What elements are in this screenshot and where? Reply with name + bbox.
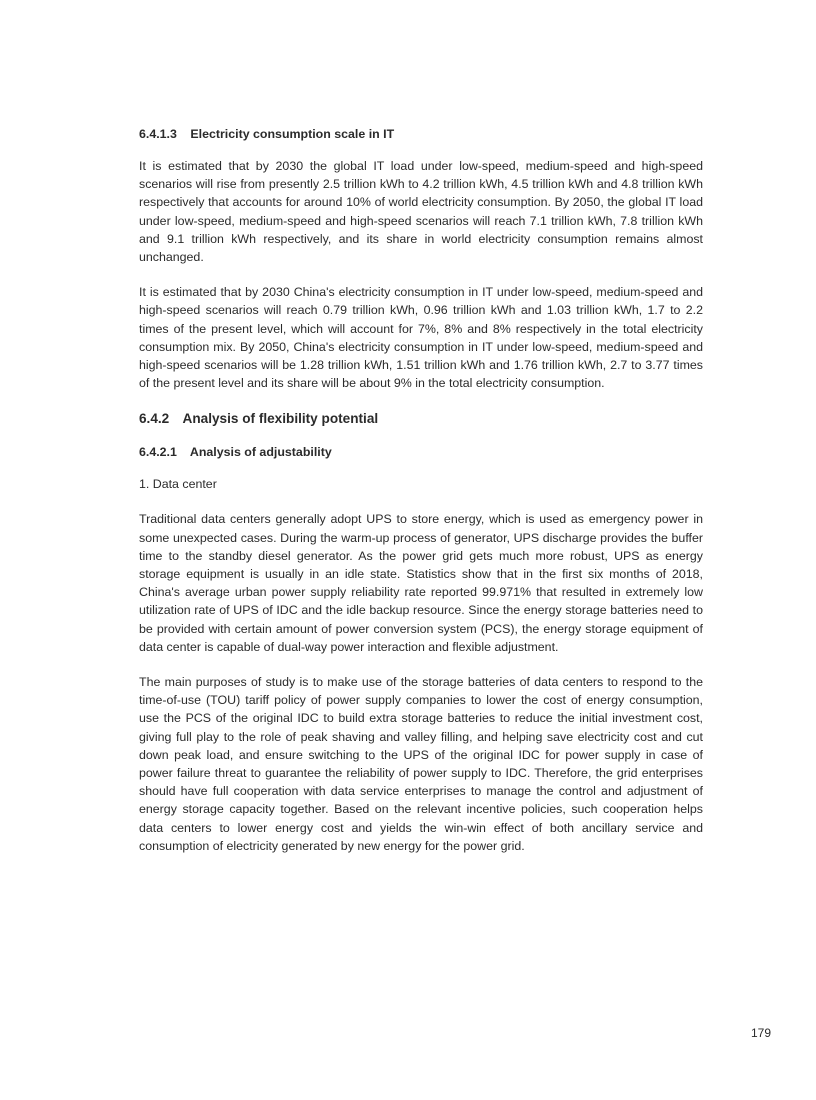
list-item-data-center: 1. Data center [139,477,217,492]
section-heading-6-4-2 [139,409,703,429]
section-number: 6.4.2.1 [139,445,177,460]
section-title: Analysis of adjustability [189,445,332,460]
paragraph-china-it-consumption: It is estimated that by 2030 China's electricity consumption in IT under low-speed, medium-speed and high-speed scenarios will reach 0.79 trillion kWh, 0.96 trillion kWh and 1.03 trillion kWh, 1.7 to 2.2 times of the present level, which will account for 7%, 8% and 8% respectively in the total electricity consumption mix. By 2050, China's electricity consumption in IT under low-speed, medium-speed and high-speed scenarios will be 1.28 trillion kWh, 1.51 trillion kWh and 1.76 trillion kWh, 2.7 to 3.77 times of the present level and its share will be about 9% in the total electricity consumption. [139,285,703,391]
section-number: 6.4.2 [139,411,170,427]
paragraph-global-it-load: It is estimated that by 2030 the global IT load under low-speed, medium-speed and high-speed scenarios will rise from presently 2.5 trillion kWh to 4.2 trillion kWh, 4.5 trillion kWh and 4.8 trillion kWh respectively that accounts for around 10% of world electricity consumption. By 2050, the global IT load under low-speed, medium-speed and high-speed scenarios will reach 7.1 trillion kWh, 7.8 trillion kWh and 9.1 trillion kWh respectively, and its share in world electricity consumption remains almost unchanged. [139,159,703,265]
page-number: 179 [750,1026,771,1040]
section-heading-6-4-2-1 [139,443,703,461]
section-heading-6-4-1-3 [139,125,703,143]
section-number: 6.4.1.3 [139,127,177,141]
paragraph-study-purposes: The main purposes of study is to make use of the storage batteries of data centers to respond to the time-of-use (TOU) tariff policy of power supply companies to lower the cost of energy consumption, use the PCS of the original IDC to build extra storage batteries to reduce the initial investment cost, giving full play to the role of peak shaving and valley filling, and helping save electricity cost and cut down peak load, and ensure switching to the UPS of the original IDC for power supply in case of power failure threat to guarantee the reliability of power supply to IDC. Therefore, the grid enterprises should have full cooperation with data service enterprises to manage the control and adjustment of energy storage capacity together. Based on the relevant incentive policies, such cooperation helps data centers to lower energy cost and yields the win-win effect of both ancillary service and consumption of electricity generated by new energy for the power grid. [139,675,703,853]
section-title: Analysis of flexibility potential [182,411,379,427]
page-content [139,125,703,872]
section-title: Electricity consumption scale in IT [190,127,395,141]
paragraph-ups-storage: Traditional data centers generally adopt UPS to store energy, which is used as emergency power in some unexpected cases. During the warm-up process of generator, UPS discharge provides the buffer time to the standby diesel generator. As the power grid gets much more robust, UPS as energy storage equipment is usually in an idle state. Statistics show that in the first six months of 2018, China's average urban power supply reliability rate reported 99.971% that resulted in extremely low utilization rate of UPS of IDC and the idle backup resource. Since the energy storage batteries need to be provided with certain amount of power conversion system (PCS), the energy storage equipment of data center is capable of dual-way power interaction and flexible adjustment. [139,512,703,654]
